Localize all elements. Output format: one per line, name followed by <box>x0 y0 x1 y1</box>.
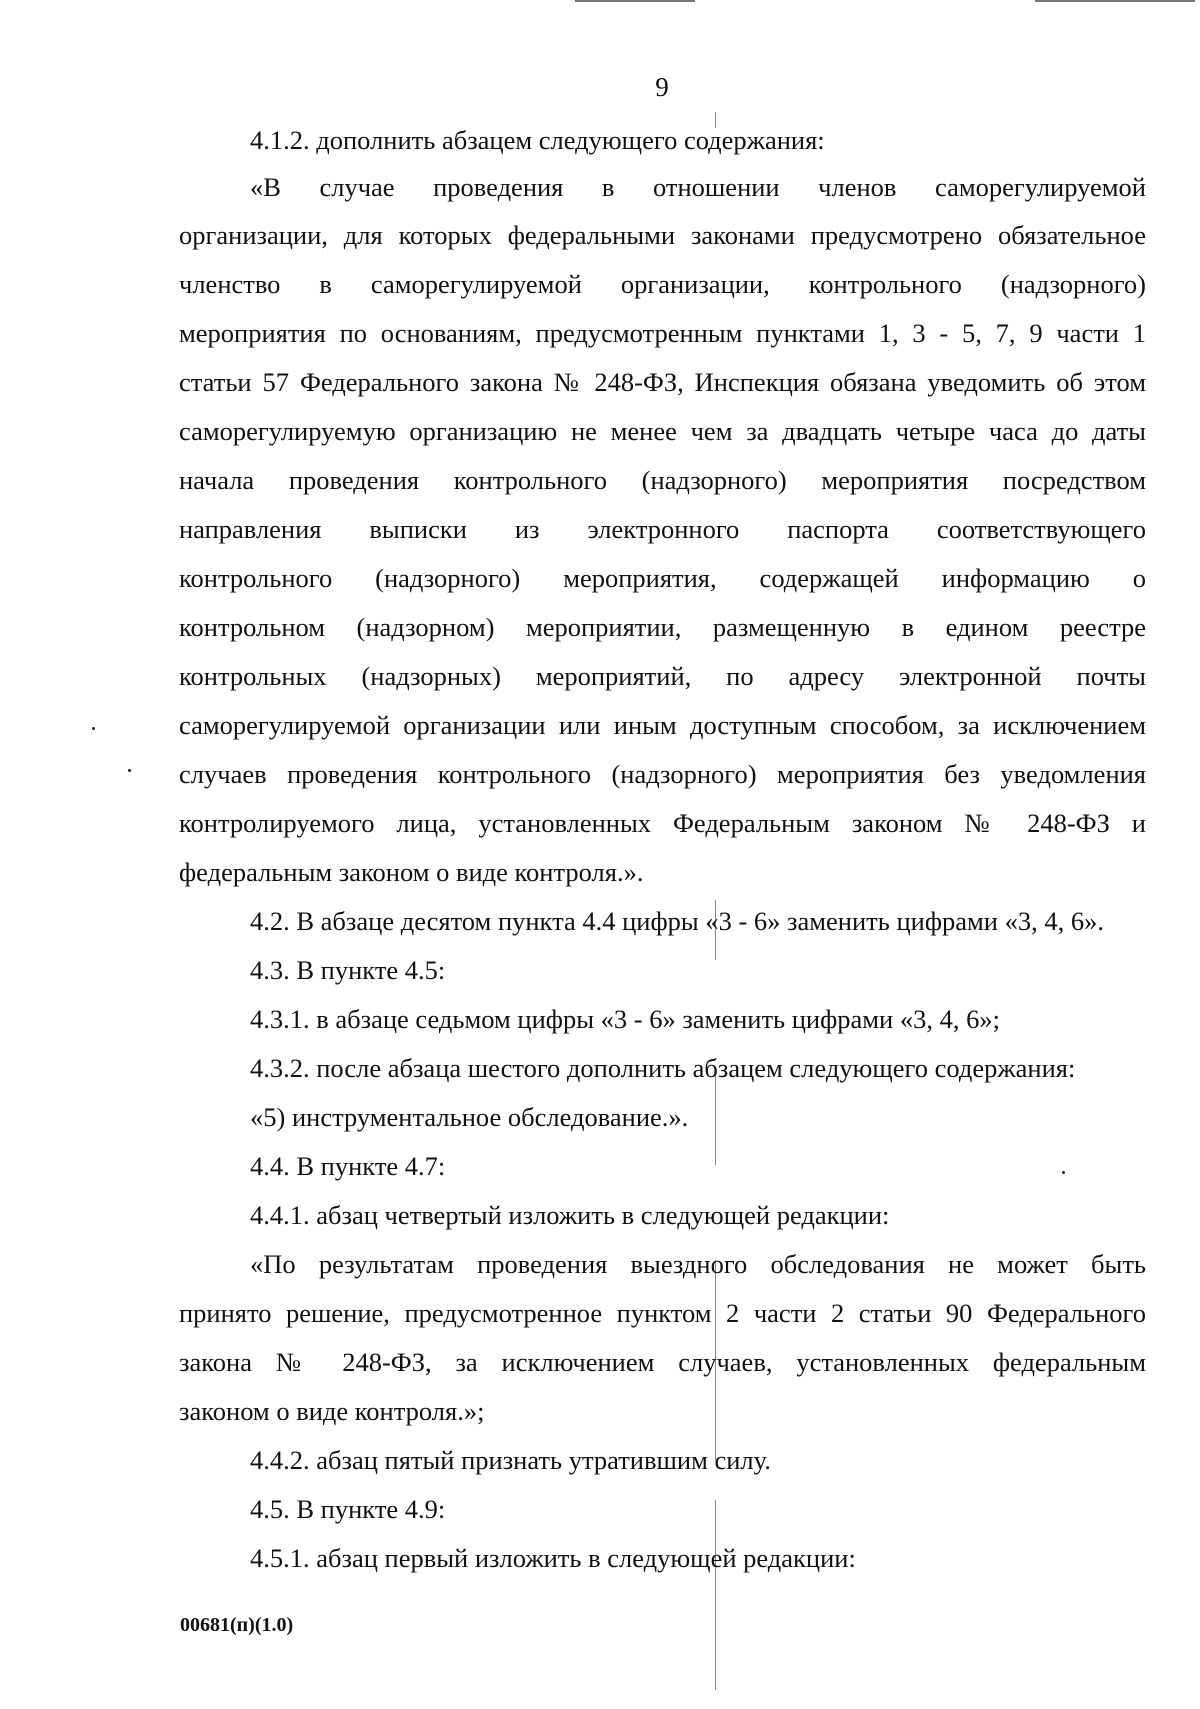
text-line: 4.4.2. абзац пятый признать утратившим силу. <box>250 1445 771 1475</box>
scan-artifact-top-rule-right <box>1035 0 1195 2</box>
text-line: «В случае проведения в отношении членов саморегулируемой <box>250 172 1146 202</box>
text-line: 4.4. В пункте 4.7: <box>250 1151 446 1181</box>
text-line: саморегулируемую организацию не менее чем за двадцать четыре часа до даты <box>179 416 1146 446</box>
text-line: саморегулируемой организации или иным доступным способом, за исключением <box>179 710 1146 740</box>
text-line: 4.3.2. после абзаца шестого дополнить абзацем следующего содержания: <box>250 1053 1076 1083</box>
page-number: 9 <box>655 72 669 102</box>
scan-artifact-speck <box>92 727 95 730</box>
text-line: случаев проведения контрольного (надзорного) мероприятия без уведомления <box>179 759 1146 789</box>
scan-artifact-speck <box>128 769 131 772</box>
text-line: контролируемого лица, установленных Федеральным законом № 248-ФЗ и <box>179 808 1146 838</box>
text-line: контрольного (надзорного) мероприятия, содержащей информацию о <box>179 563 1146 593</box>
text-line: 4.3. В пункте 4.5: <box>250 955 446 985</box>
text-line: направления выписки из электронного паспорта соответствующего <box>179 514 1146 544</box>
text-line: контрольных (надзорных) мероприятий, по адресу электронной почты <box>179 661 1146 691</box>
text-line: организации, для которых федеральными законами предусмотрено обязательное <box>179 220 1146 250</box>
scan-artifact-fold-line-3 <box>715 1075 716 1165</box>
text-line: закона № 248-ФЗ, за исключением случаев, установленных федеральным <box>179 1347 1146 1377</box>
text-line: контрольном (надзорном) мероприятии, размещенную в едином реестре <box>179 612 1146 642</box>
text-line: 4.5.1. абзац первый изложить в следующей редакции: <box>250 1543 856 1573</box>
scan-artifact-fold-line-5 <box>715 1500 716 1690</box>
text-line: начала проведения контрольного (надзорного) мероприятия посредством <box>179 465 1146 495</box>
text-line: 4.3.1. в абзаце седьмом цифры «3 - 6» заменить цифрами «3, 4, 6»; <box>250 1004 1000 1034</box>
text-line: принято решение, предусмотренное пунктом 2 части 2 статьи 90 Федерального <box>179 1298 1146 1328</box>
text-line: законом о виде контроля.»; <box>179 1396 485 1426</box>
footer-document-code: 00681(п)(1.0) <box>180 1614 294 1636</box>
text-line: мероприятия по основаниям, предусмотренным пунктами 1, 3 - 5, 7, 9 части 1 <box>179 318 1146 348</box>
scan-artifact-top-rule-left <box>575 0 695 2</box>
text-line: 4.2. В абзаце десятом пункта 4.4 цифры «3 - 6» заменить цифрами «3, 4, 6». <box>250 906 1104 936</box>
text-line: 4.1.2. дополнить абзацем следующего содержания: <box>250 125 825 155</box>
text-line: 4.4.1. абзац четвертый изложить в следующей редакции: <box>250 1200 890 1230</box>
text-line: «5) инструментальное обследование.». <box>250 1102 689 1132</box>
text-line: членство в саморегулируемой организации, контрольного (надзорного) <box>179 269 1146 299</box>
text-line: «По результатам проведения выездного обследования не может быть <box>250 1249 1146 1279</box>
text-line: 4.5. В пункте 4.9: <box>250 1494 446 1524</box>
text-line: федеральным законом о виде контроля.». <box>179 857 644 887</box>
text-line: статьи 57 Федерального закона № 248-ФЗ, Инспекция обязана уведомить об этом <box>179 367 1146 397</box>
scan-artifact-speck <box>1062 1171 1065 1174</box>
